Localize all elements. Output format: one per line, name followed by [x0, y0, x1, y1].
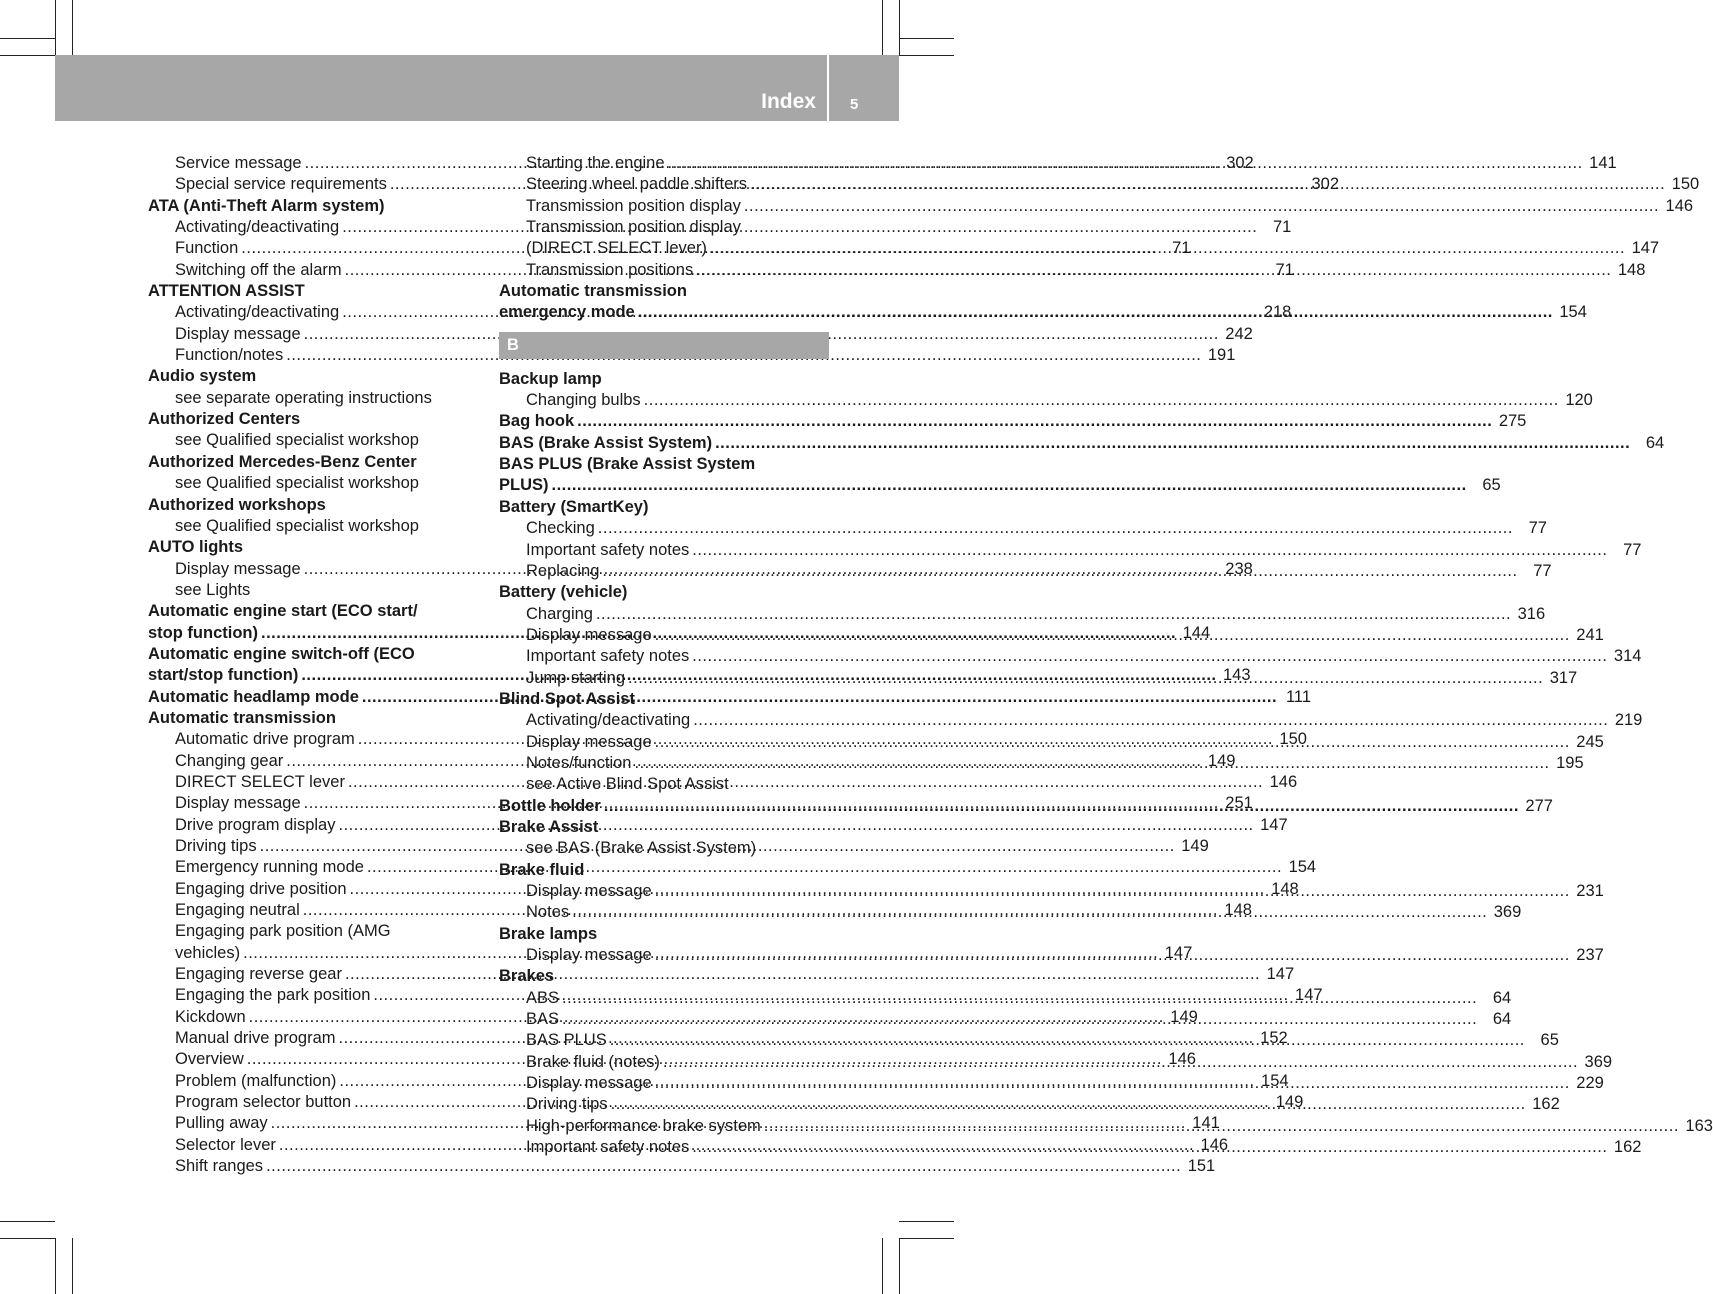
leader-dots	[764, 1116, 1679, 1137]
entry-label: Bag hook	[499, 412, 575, 431]
page-reference: 146	[1269, 772, 1298, 791]
index-subentry	[148, 345, 1236, 366]
crop-mark	[0, 55, 55, 56]
entry-label: PLUS)	[499, 476, 549, 495]
leader-dots	[655, 732, 1570, 753]
entry-label: Program selector button	[175, 1093, 352, 1112]
index-entry	[148, 196, 478, 217]
page-reference: 316	[1517, 604, 1546, 623]
crop-mark	[882, 0, 883, 55]
page-reference: 77	[1533, 561, 1552, 580]
page-number: 5	[850, 96, 859, 113]
index-entry	[499, 369, 829, 390]
crop-mark	[899, 0, 900, 55]
page-reference: 71	[1172, 239, 1191, 258]
entry-label: Engaging park position (AMG	[175, 922, 391, 941]
page-reference: 146	[1665, 196, 1694, 215]
entry-label: emergency mode	[499, 303, 635, 322]
leader-dots	[610, 1030, 1525, 1051]
index-entry	[499, 497, 829, 518]
entry-label: Emergency running mode	[175, 858, 364, 877]
entry-label: Display message	[526, 946, 652, 965]
crop-mark	[899, 1238, 954, 1239]
index-subentry	[148, 430, 478, 451]
index-entry	[148, 601, 478, 622]
entry-label: Brakes	[499, 967, 555, 986]
header-divider	[827, 55, 829, 121]
page-reference: 64	[1645, 433, 1665, 452]
entry-label: Engaging the park position	[175, 986, 371, 1005]
leader-dots	[663, 1052, 1578, 1073]
entry-label: Service message	[175, 154, 302, 172]
entry-label: Engaging drive position	[175, 879, 347, 898]
index-entry	[148, 537, 478, 558]
entry-label: Display message	[526, 1074, 652, 1093]
crop-mark	[899, 38, 954, 39]
page-reference: 120	[1565, 391, 1593, 410]
entry-label: see Qualified specialist workshop	[175, 474, 419, 493]
entry-label: Important safety notes	[526, 1138, 690, 1157]
index-entry	[499, 924, 829, 945]
entry-label: DIRECT SELECT lever	[175, 772, 345, 791]
page-reference: 152	[1260, 1029, 1288, 1048]
page-reference: 162	[1613, 1138, 1642, 1157]
entry-label: Checking	[526, 519, 595, 538]
page-title: Index	[761, 90, 816, 113]
index-entry	[499, 475, 1501, 496]
crop-mark	[72, 1238, 73, 1294]
entry-label: Jump starting	[526, 668, 626, 687]
index-subentry	[499, 540, 1642, 561]
leader-dots	[715, 433, 1630, 454]
index-entry	[499, 411, 1527, 432]
index-entry	[148, 495, 478, 516]
crop-mark	[899, 55, 954, 56]
entry-label: Display message	[175, 559, 301, 578]
entry-label: Automatic drive program	[175, 730, 355, 749]
crop-mark	[899, 1238, 900, 1294]
entry-label: Changing gear	[175, 751, 284, 770]
entry-label: Problem (malfunction)	[175, 1071, 337, 1090]
index-subentry	[148, 1156, 1216, 1177]
entry-label: Important safety notes	[526, 647, 690, 666]
page-reference: 242	[1225, 324, 1253, 343]
leader-dots	[628, 668, 1543, 689]
index-subentry	[148, 516, 478, 537]
page-reference: 143	[1222, 666, 1251, 685]
entry-label: Authorized workshops	[148, 495, 326, 514]
page-reference: 162	[1532, 1095, 1560, 1114]
page-reference: 64	[1492, 1010, 1512, 1029]
entry-label: Authorized Centers	[148, 410, 301, 429]
entry-label: Automatic transmission	[148, 708, 336, 727]
leader-dots	[577, 411, 1492, 432]
leader-dots	[596, 604, 1511, 625]
entry-label: Automatic engine switch-off (ECO	[148, 644, 415, 663]
entry-label: Transmission position display	[526, 196, 741, 215]
entry-label: start/stop function)	[148, 666, 299, 685]
index-subentry	[148, 921, 478, 942]
index-entry	[148, 281, 478, 302]
page-reference: 241	[1576, 625, 1604, 644]
page-reference: 71	[1273, 218, 1292, 237]
index-entry	[499, 281, 829, 302]
page-reference: 71	[1275, 260, 1294, 279]
entry-label: Brake fluid (notes)	[526, 1052, 660, 1071]
entry-label: see separate operating instructions	[175, 388, 432, 407]
entry-label: see Qualified specialist workshop	[175, 431, 419, 450]
page-reference: 163	[1685, 1116, 1713, 1135]
entry-label: Drive program display	[175, 815, 336, 834]
leader-dots	[696, 260, 1611, 281]
entry-label: Function	[175, 239, 239, 258]
leader-dots	[266, 1156, 1181, 1177]
entry-label: Audio system	[148, 367, 257, 386]
page-reference: 317	[1549, 668, 1578, 687]
leader-dots	[744, 196, 1659, 217]
page-reference: 150	[1671, 175, 1700, 194]
page-reference: 302	[1311, 175, 1340, 194]
crop-mark	[0, 38, 55, 39]
entry-label: High-performance brake system	[526, 1116, 761, 1135]
leader-dots	[693, 710, 1608, 731]
index-subentry	[148, 324, 1253, 345]
entry-label: Notes	[526, 903, 570, 922]
entry-label: Display message	[526, 882, 652, 900]
index-subentry	[499, 390, 1593, 411]
index-entry	[499, 582, 829, 603]
entry-label: Bottle holder	[499, 796, 601, 815]
leader-dots	[604, 796, 1519, 817]
crop-mark	[55, 1238, 56, 1294]
page-reference: 154	[1288, 858, 1317, 877]
page-reference: 151	[1187, 1157, 1216, 1176]
entry-label: ABS	[526, 988, 560, 1007]
entry-label: ATTENTION ASSIST	[148, 282, 305, 301]
index-entry	[499, 817, 829, 838]
page-reference: 147	[1266, 965, 1295, 984]
entry-label: Activating/deactivating	[175, 303, 340, 322]
page-reference: 275	[1498, 412, 1527, 431]
leader-dots	[655, 945, 1570, 966]
entry-label: stop function)	[148, 623, 258, 642]
entry-label: Switching off the alarm	[175, 260, 342, 279]
index-subentry	[499, 646, 1642, 667]
entry-label: Activating/deactivating	[175, 218, 340, 237]
entry-label: Backup lamp	[499, 369, 602, 388]
entry-label: BAS (Brake Assist System)	[499, 433, 713, 452]
index-subentry	[148, 580, 478, 601]
page-reference: 369	[1584, 1052, 1613, 1071]
entry-label: Steering wheel paddle shifters	[526, 175, 748, 194]
entry-label: Brake lamps	[499, 924, 598, 943]
entry-label: ATA (Anti-Theft Alarm system)	[148, 196, 385, 215]
entry-label: Display message	[526, 625, 652, 644]
entry-label: Starting the engine	[526, 154, 665, 172]
entry-label: Brake Assist	[499, 817, 599, 836]
page-reference: 369	[1493, 903, 1522, 922]
index-entry	[499, 966, 829, 987]
entry-label: Brake fluid	[499, 860, 585, 879]
entry-label: Automatic transmission	[499, 282, 687, 301]
entry-label: Transmission positions	[526, 260, 694, 279]
entry-label: see BAS (Brake Assist System)	[526, 839, 757, 858]
entry-label: Overview	[175, 1050, 244, 1069]
entry-label: Notes/function	[526, 753, 632, 772]
entry-label: Driving tips	[526, 1095, 608, 1114]
crop-mark	[882, 1238, 883, 1294]
leader-dots	[655, 625, 1570, 646]
entry-label: Function/notes	[175, 346, 284, 365]
page-reference: 147	[1631, 239, 1660, 258]
entry-label: Engaging reverse gear	[175, 965, 342, 984]
leader-dots	[750, 174, 1665, 195]
index-entry	[499, 454, 829, 475]
leader-dots	[644, 390, 1559, 411]
page-reference: 146	[1200, 1135, 1229, 1154]
leader-dots	[634, 753, 1549, 774]
page-reference: 147	[1295, 986, 1323, 1005]
page-reference: 141	[1589, 154, 1617, 172]
entry-label: Display message	[175, 794, 301, 813]
page-reference: 191	[1207, 346, 1236, 365]
entry-label: vehicles)	[175, 943, 241, 962]
index-subentry	[499, 710, 1643, 731]
entry-label: Kickdown	[175, 1007, 246, 1026]
page-reference: 277	[1525, 796, 1553, 815]
leader-dots	[562, 988, 1477, 1009]
page-reference: 238	[1225, 559, 1253, 578]
page-reference: 77	[1623, 540, 1642, 559]
crop-mark	[72, 0, 73, 55]
page-reference: 229	[1576, 1074, 1604, 1093]
entry-label: BAS PLUS	[526, 1031, 607, 1050]
index-entry	[499, 689, 829, 710]
index-entry	[148, 708, 478, 729]
entry-label: Shift ranges	[175, 1157, 264, 1176]
index-subentry	[499, 518, 1547, 539]
leader-dots	[611, 1094, 1526, 1115]
page-reference: 237	[1576, 946, 1604, 965]
leader-dots	[562, 1009, 1477, 1030]
page-reference: 64	[1492, 988, 1512, 1007]
index-entry	[148, 366, 478, 387]
index-subentry	[148, 388, 478, 409]
entry-label: AUTO lights	[148, 538, 244, 557]
page-reference: 148	[1224, 901, 1252, 920]
entry-label: Automatic headlamp mode	[148, 687, 359, 706]
leader-dots	[692, 540, 1607, 561]
leader-dots	[668, 153, 1583, 174]
entry-label: Authorized Mercedes-Benz Center	[148, 452, 417, 471]
entry-label: BAS	[526, 1010, 560, 1029]
page-reference: 148	[1617, 260, 1646, 279]
page-reference: 65	[1482, 476, 1501, 495]
entry-label: Display message	[526, 732, 652, 751]
page-reference: 146	[1168, 1050, 1196, 1069]
entry-label: see Active Blind Spot Assist	[526, 775, 729, 794]
entry-label: Automatic engine start (ECO start/	[148, 602, 418, 621]
crop-mark	[55, 0, 56, 55]
page-reference: 219	[1614, 711, 1643, 730]
index-subentry	[499, 838, 829, 859]
leader-dots	[692, 646, 1607, 667]
entry-label: Manual drive program	[175, 1029, 336, 1048]
page-reference: 150	[1279, 730, 1307, 749]
page-reference: 245	[1576, 732, 1604, 751]
index-subentry	[499, 774, 829, 795]
page-reference: 141	[1192, 1114, 1220, 1133]
page-reference: 149	[1170, 1007, 1198, 1026]
entry-label: see Lights	[175, 580, 251, 599]
entry-label: Driving tips	[175, 837, 257, 855]
entry-label: Battery (vehicle)	[499, 583, 628, 602]
page-reference: 149	[1181, 837, 1209, 855]
crop-mark	[0, 1221, 55, 1222]
leader-dots	[710, 238, 1625, 259]
entry-label: Replacing	[526, 561, 600, 580]
entry-label: Transmission position display	[526, 218, 741, 237]
index-entry	[499, 433, 1665, 454]
crop-mark	[0, 1238, 55, 1239]
index-entry	[148, 409, 478, 430]
page-reference: 314	[1613, 647, 1642, 666]
entry-label: Special service requirements	[175, 175, 387, 194]
crop-mark	[899, 1221, 954, 1222]
entry-label: Pulling away	[175, 1114, 268, 1133]
entry-label: Display message	[175, 324, 301, 343]
section-letter-heading: B	[499, 332, 829, 359]
leader-dots	[598, 518, 1513, 539]
index-entry	[148, 452, 478, 473]
entry-label: Important safety notes	[526, 540, 690, 559]
page-reference: 111	[1285, 687, 1312, 706]
entry-label: (DIRECT SELECT lever)	[526, 239, 707, 258]
page-reference: 149	[1207, 751, 1236, 770]
leader-dots	[655, 881, 1570, 902]
page-reference: 147	[1164, 943, 1193, 962]
leader-dots	[602, 561, 1517, 582]
index-entry	[148, 644, 478, 665]
leader-dots	[552, 475, 1467, 496]
entry-label: Charging	[526, 604, 593, 623]
entry-label: Activating/deactivating	[526, 711, 691, 730]
page-reference: 154	[1559, 303, 1587, 322]
index-entry	[499, 860, 829, 881]
page-reference: 147	[1260, 815, 1288, 834]
page-reference: 77	[1528, 519, 1547, 538]
entry-label: see Qualified specialist workshop	[175, 516, 419, 535]
index-subentry	[148, 473, 478, 494]
leader-dots	[692, 1137, 1607, 1158]
entry-label: Engaging neutral	[175, 901, 300, 920]
page-reference: 144	[1182, 623, 1211, 642]
page-reference: 148	[1271, 879, 1299, 898]
page-reference: 231	[1576, 882, 1604, 900]
index-subentry	[499, 217, 829, 238]
page-reference: 251	[1225, 794, 1253, 813]
entry-label: Changing bulbs	[526, 391, 641, 410]
index-subentry	[499, 196, 1694, 217]
page-reference: 195	[1556, 753, 1584, 772]
page-reference: 218	[1263, 303, 1292, 322]
entry-label: Selector lever	[175, 1135, 276, 1154]
page-reference: 154	[1261, 1071, 1289, 1090]
leader-dots	[655, 1073, 1570, 1094]
entry-label: Blind Spot Assist	[499, 689, 635, 708]
leader-dots	[638, 302, 1553, 323]
entry-label: Battery (SmartKey)	[499, 497, 649, 516]
page-reference: 149	[1275, 1093, 1304, 1112]
leader-dots	[572, 902, 1487, 923]
page-reference: 65	[1540, 1031, 1559, 1050]
page-reference: 302	[1226, 154, 1254, 172]
entry-label: BAS PLUS (Brake Assist System	[499, 455, 756, 474]
index-subentry	[499, 604, 1546, 625]
